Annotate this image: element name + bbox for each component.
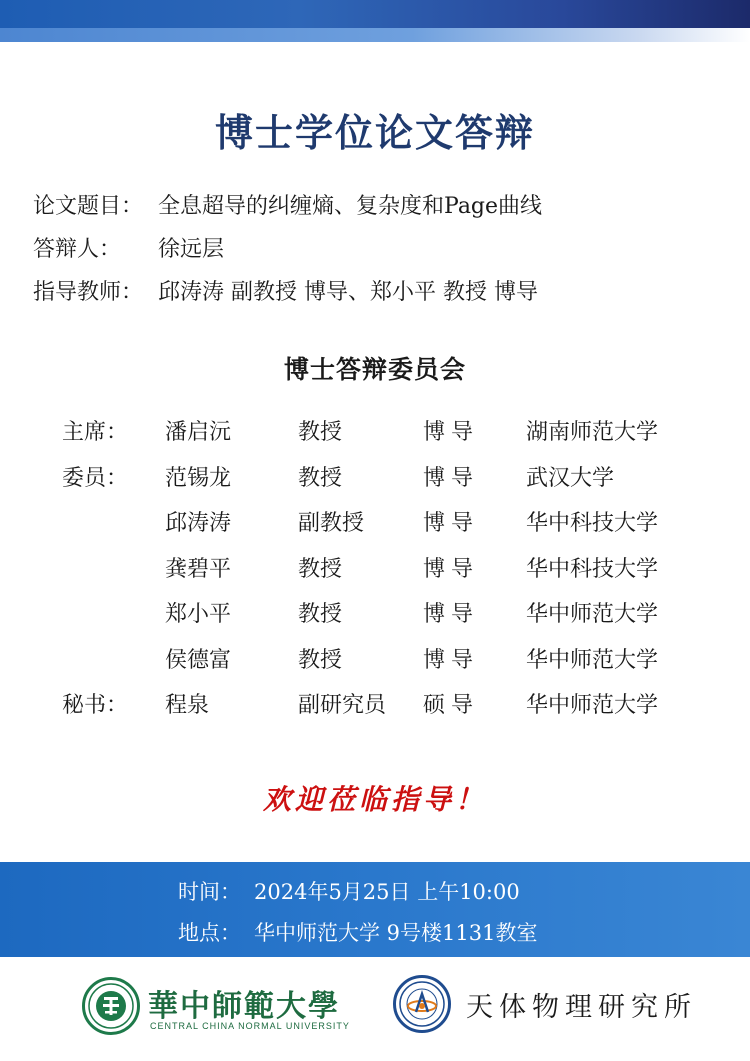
thesis-row — [33, 190, 542, 233]
member-institution: 华中师范大学 — [526, 693, 659, 718]
committee-row — [62, 688, 696, 734]
committee-row — [62, 597, 696, 643]
committee-row — [62, 552, 696, 598]
committee-title: 博士答辩委员会 — [283, 355, 466, 384]
institute-emblem-icon — [393, 975, 451, 1033]
member-role: 委员： — [62, 465, 129, 491]
advisor-label: 指导教师： — [33, 280, 144, 305]
member-degree: 博导 — [423, 511, 480, 536]
candidate-row — [33, 233, 542, 276]
committee-row — [62, 643, 696, 689]
member-title: 教授 — [298, 420, 343, 445]
member-institution: 华中科技大学 — [526, 556, 659, 582]
university-name: 華中師範大學 — [148, 989, 340, 1024]
member-title: 副教授 — [298, 511, 365, 536]
member-institution: 湖南师范大学 — [526, 420, 659, 445]
member-role — [62, 597, 165, 643]
member-degree: 博导 — [423, 647, 480, 673]
member-institution: 华中科技大学 — [526, 511, 659, 536]
member-institution: 武汉大学 — [526, 465, 615, 491]
university-name-en: CENTRAL CHINA NORMAL UNIVERSITY — [150, 1021, 350, 1031]
schedule-band — [0, 862, 750, 957]
candidate-value: 徐远层 — [158, 237, 225, 262]
member-degree: 博导 — [423, 420, 480, 445]
thesis-label: 论文题目： — [33, 194, 144, 219]
candidate-label: 答辩人： — [33, 237, 122, 262]
footer-logos — [0, 965, 750, 1061]
member-name: 侯德富 — [165, 647, 232, 673]
member-degree: 博导 — [423, 465, 480, 491]
member-title: 教授 — [298, 602, 343, 627]
thesis-value: 全息超导的纠缠熵、复杂度和Page曲线 — [158, 194, 543, 219]
advisor-row — [33, 276, 542, 319]
member-role — [62, 552, 165, 598]
member-institution: 华中师范大学 — [526, 602, 659, 627]
committee-row — [62, 415, 696, 461]
member-name: 龚碧平 — [165, 556, 232, 582]
welcome-message: 欢迎莅临指导！ — [262, 783, 487, 816]
member-degree: 博导 — [423, 556, 480, 582]
committee-row — [62, 506, 696, 552]
page-title: 博士学位论文答辩 — [214, 110, 535, 155]
member-title: 教授 — [298, 465, 343, 491]
member-role — [62, 506, 165, 552]
top-decor-band — [0, 0, 750, 42]
time-label: 时间： — [178, 880, 241, 904]
time-row — [178, 876, 520, 906]
member-role — [62, 643, 165, 689]
time-value: 2024年5月25日 上午10:00 — [254, 880, 520, 904]
member-role: 主席： — [62, 420, 129, 445]
institute-name: 天体物理研究所 — [466, 992, 697, 1023]
member-name: 程泉 — [165, 693, 210, 718]
advisor-value: 邱涛涛 副教授 博导、郑小平 教授 博导 — [158, 280, 538, 305]
place-value: 华中师范大学 9号楼1131教室 — [254, 921, 538, 945]
member-title: 教授 — [298, 647, 343, 673]
member-degree: 博导 — [423, 602, 480, 627]
member-name: 郑小平 — [165, 602, 232, 627]
member-name: 邱涛涛 — [165, 511, 232, 536]
committee-table — [62, 415, 696, 734]
member-title: 教授 — [298, 556, 343, 582]
committee-row — [62, 461, 696, 507]
member-degree: 硕导 — [423, 693, 480, 718]
place-row — [178, 917, 537, 947]
place-label: 地点： — [178, 921, 241, 945]
member-name: 范锡龙 — [165, 465, 232, 491]
member-title: 副研究员 — [298, 693, 387, 718]
member-institution: 华中师范大学 — [526, 647, 659, 673]
member-name: 潘启沅 — [165, 420, 232, 445]
thesis-info — [33, 190, 542, 319]
member-role: 秘书： — [62, 693, 129, 718]
university-emblem-icon — [82, 977, 140, 1035]
